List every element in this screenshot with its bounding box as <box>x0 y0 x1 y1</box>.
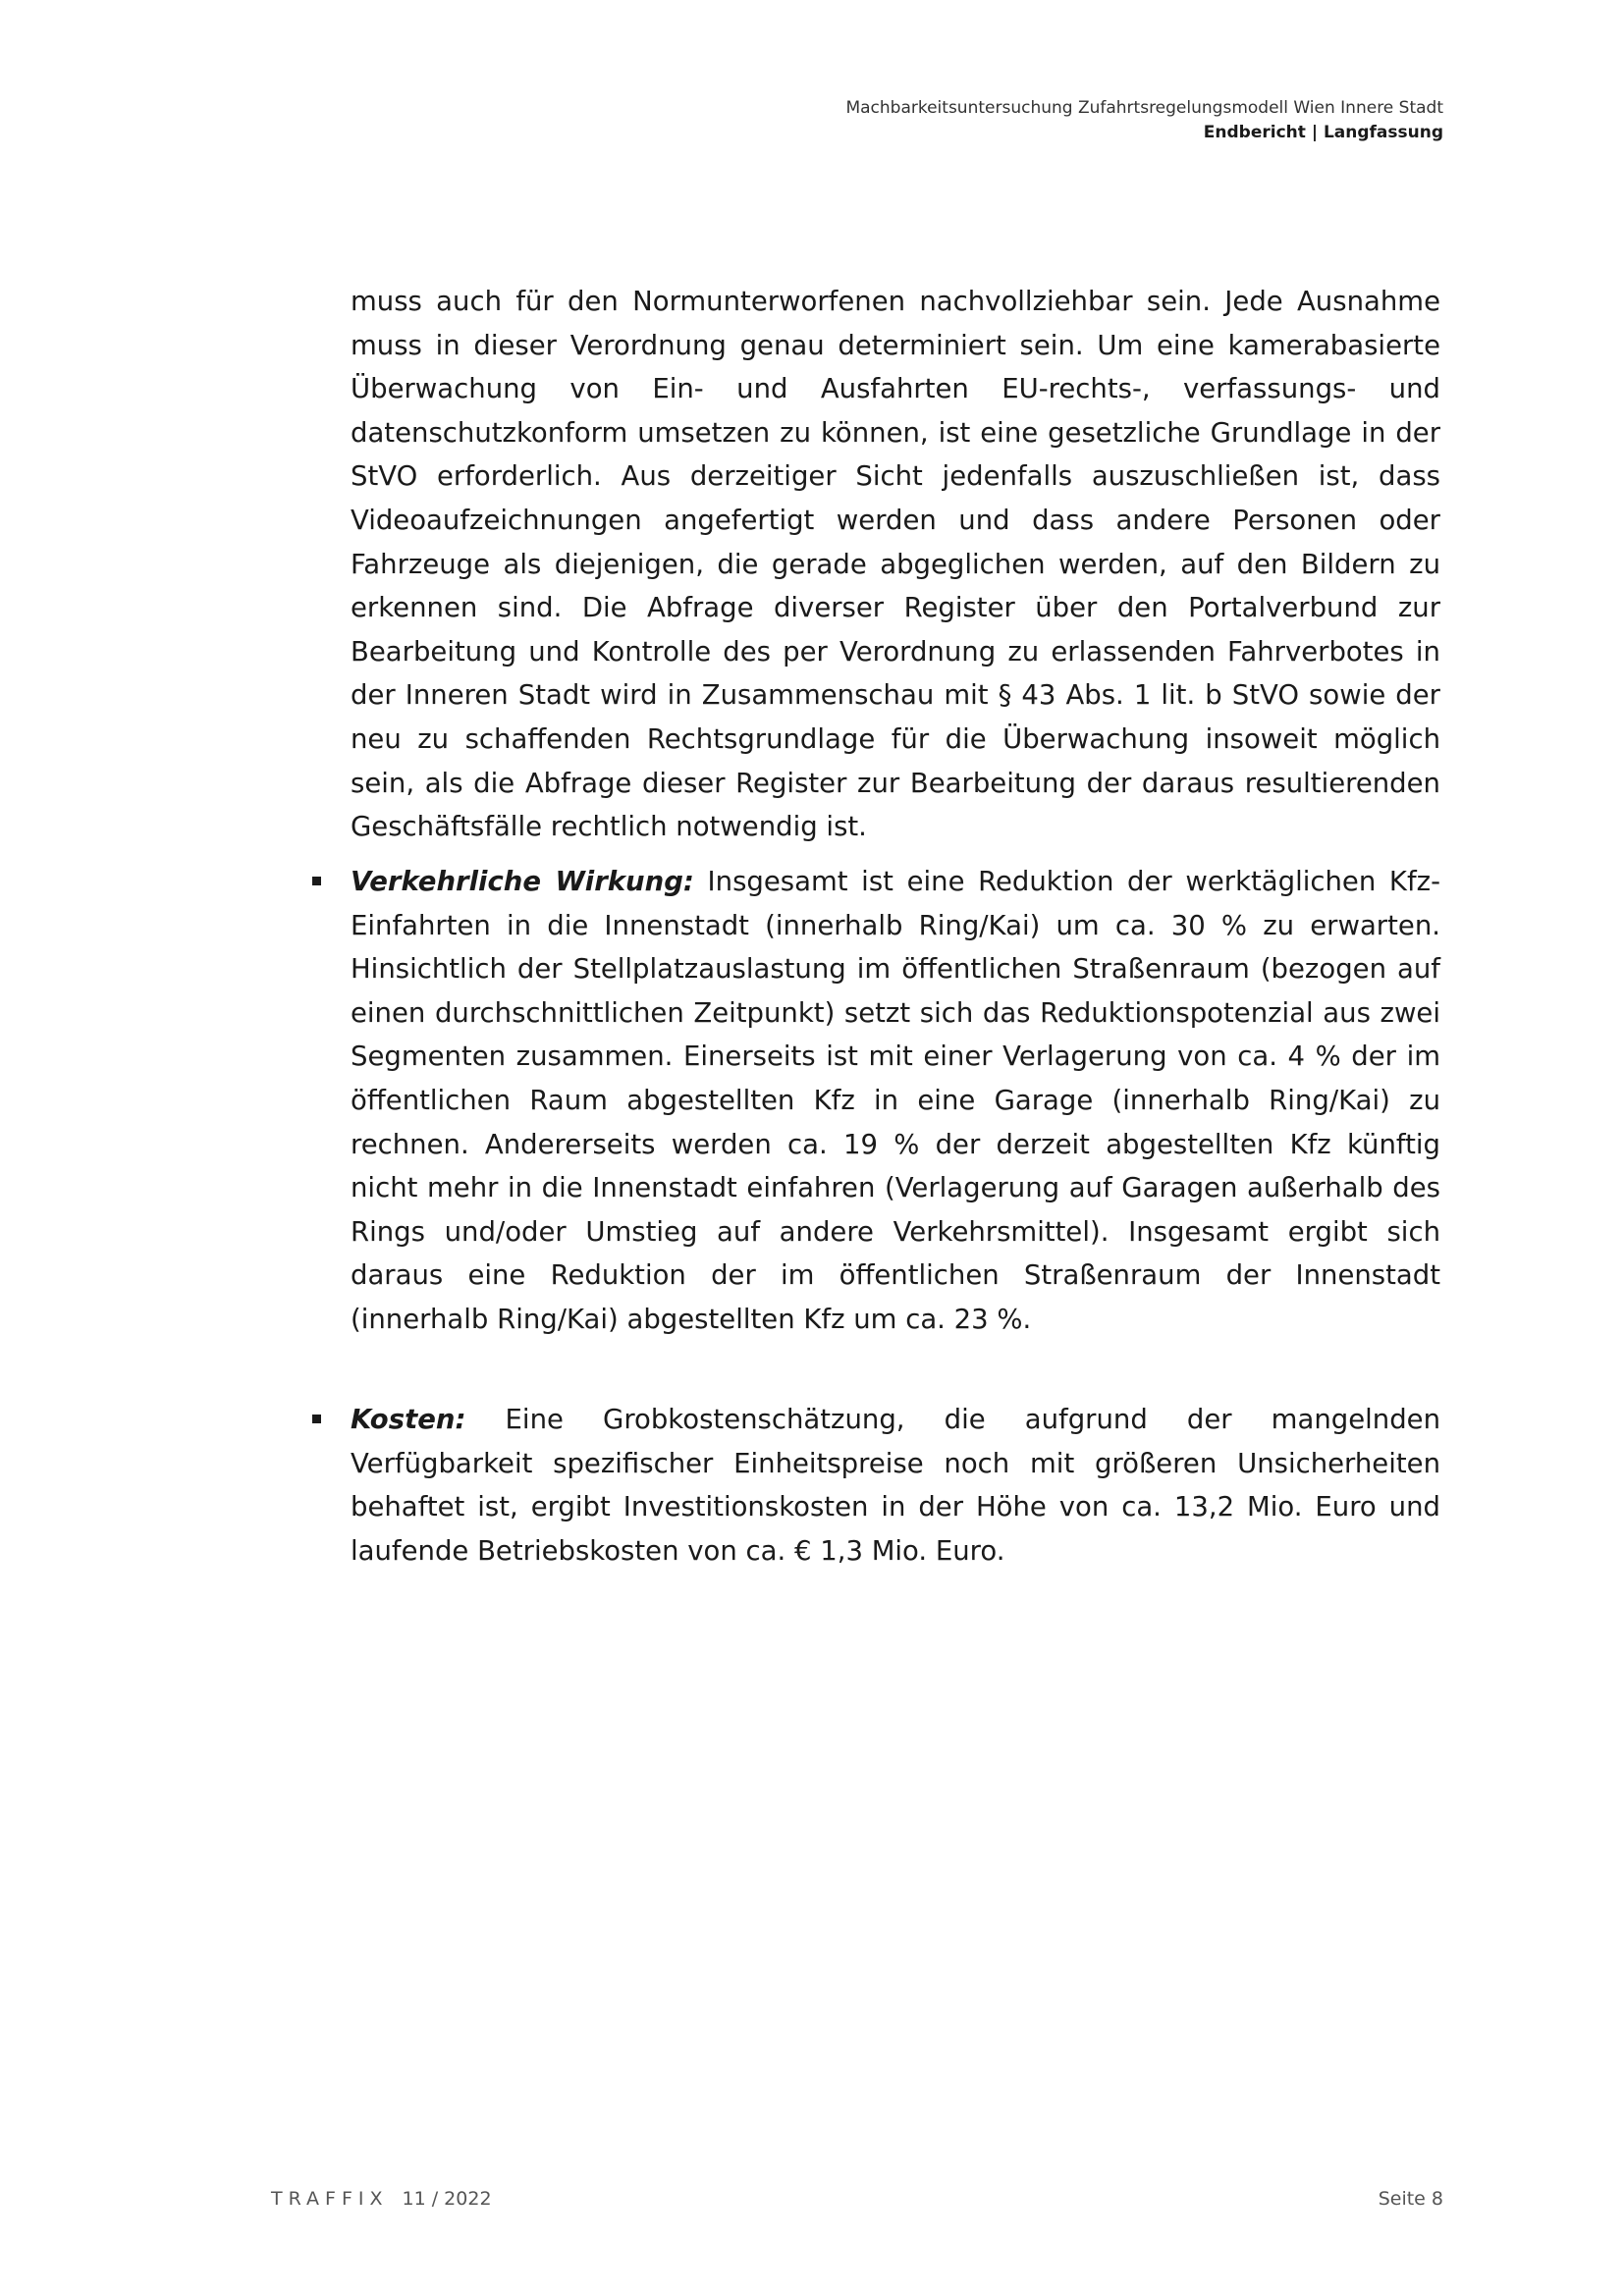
page-number: Seite 8 <box>1378 2188 1443 2210</box>
bullet-item-costs <box>351 1398 1440 1573</box>
page-footer <box>271 2188 1443 2210</box>
header-subtitle: Endbericht | Langfassung <box>1203 123 1443 142</box>
bullet-text: Eine Grobkostenschätzung, die aufgrund der mangelnden Verfügbarkeit spezifischer Einheitspreise noch mit größeren Unsicherheiten behaftet ist, ergibt Investitionskosten in der Höhe von ca. 13,2 Mio. Euro und laufende Betriebskosten von ca. € 1,3 Mio. Euro. <box>351 1404 1440 1567</box>
footer-brand: TRAFFIX <box>271 2188 389 2210</box>
bullet-term: Verkehrliche Wirkung: <box>351 866 694 897</box>
footer-date: 11 / 2022 <box>402 2188 492 2210</box>
intro-paragraph: muss auch für den Normunterworfenen nachvollziehbar sein. Jede Ausnahme muss in dieser Verordnung genau determiniert sein. Um eine kamerabasierte Überwachung von Ein- und Ausfahrten EU-rechts-, verfassungs- und datenschutzkonform umsetzen zu können, ist eine gesetzliche Grundlage in der StVO erforderlich. Aus derzeitiger Sicht jedenfalls auszuschließen ist, dass Videoaufzeichnungen angefertigt werden und dass andere Personen oder Fahrzeuge als diejenigen, die gerade abgeglichen werden, auf den Bildern zu erkennen sind. Die Abfrage diverser Register über den Portalverbund zur Bearbeitung und Kontrolle des per Verordnung zu erlassenden Fahrverbotes in der Inneren Stadt wird in Zusammenschau mit § 43 Abs. 1 lit. b StVO sowie der neu zu schaffenden Rechtsgrundlage für die Überwachung insoweit möglich sein, als die Abfrage dieser Register zur Bearbeitung der daraus resultierenden Geschäftsfälle rechtlich notwendig ist. <box>351 286 1440 843</box>
bullet-list-costs <box>351 1398 1440 1573</box>
bullet-item-traffic-effect <box>351 860 1440 1342</box>
square-bullet-icon <box>312 1415 321 1423</box>
square-bullet-icon <box>312 877 321 885</box>
bullet-list-traffic <box>351 860 1440 1342</box>
header-title: Machbarkeitsuntersuchung Zufahrtsregelungsmodell Wien Innere Stadt <box>845 98 1443 118</box>
page-header <box>845 96 1443 145</box>
bullet-term: Kosten: <box>351 1404 466 1435</box>
bullet-text: Insgesamt ist eine Reduktion der werktäglichen Kfz-Einfahrten in die Innenstadt (innerhalb Ring/Kai) um ca. 30 % zu erwarten. Hinsichtlich der Stellplatzauslastung im öffentlichen Straßenraum (bezogen auf einen durchschnittlichen Zeitpunkt) setzt sich das Reduktionspotenzial aus zwei Segmenten zusammen. Einerseits ist mit einer Verlagerung von ca. 4 % der im öffentlichen Raum abgestellten Kfz in eine Garage (innerhalb Ring/Kai) zu rechnen. Andererseits werden ca. 19 % der derzeit abgestellten Kfz künftig nicht mehr in die Innenstadt einfahren (Verlagerung auf Garagen außerhalb des Rings und/oder Umstieg auf andere Verkehrsmittel). Insgesamt ergibt sich daraus eine Reduktion der im öffentlichen Straßenraum der Innenstadt (innerhalb Ring/Kai) abgestellten Kfz um ca. 23 %. <box>351 866 1440 1335</box>
